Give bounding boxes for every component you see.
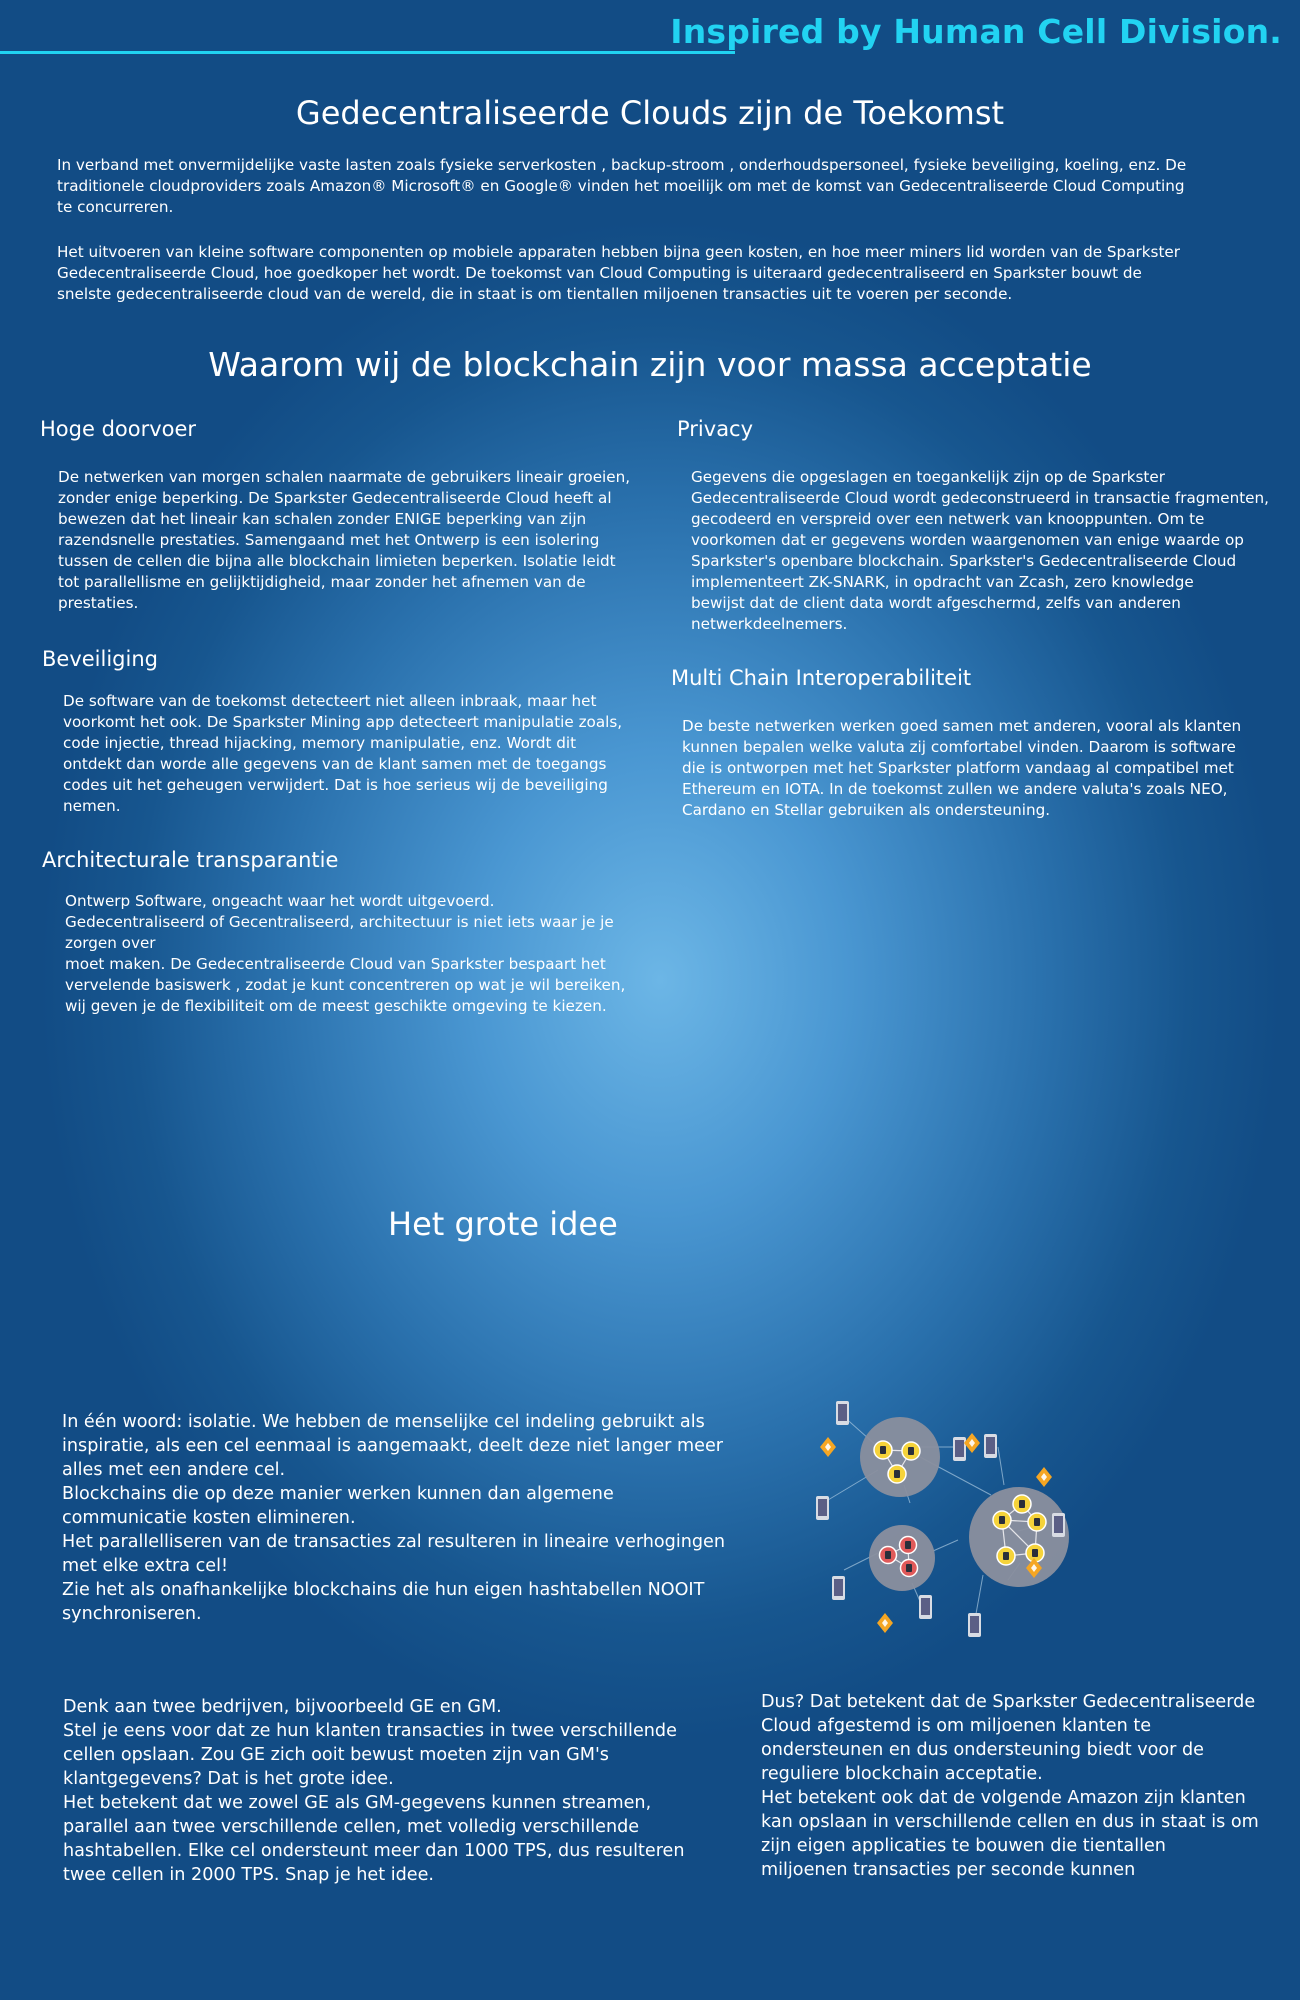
privacy-heading: Privacy <box>677 417 754 441</box>
clouds-paragraph-1: In verband met onvermijdelijke vaste lasten zoals fysieke serverkosten , backup-stroom , onderhoudspersoneel, fysieke beveiliging, koeling, enz. De traditionele cloudproviders zoals Amazon® Microsoft® en Google® vinden het moeilijk om met de komst van Gedecentraliseerde Cloud Computing te concurreren. <box>57 156 1187 216</box>
throughput-text: De netwerken van morgen schalen naarmate de gebruikers lineair groeien, zonder enige beperking. De Sparkster Gedecentraliseerde Cloud heeft al bewezen dat het lineair kan schalen zonder ENIGE beperking van zijn razendsnelle prestaties. Samengaand met het Ontwerp is een isolering tussen de cellen die bijna alle blockchain limieten beperken. Isolatie leidt tot parallellisme en gelijktijdigheid, maar zonder het afnemen van de prestaties. <box>58 468 631 612</box>
header-accent-line <box>0 51 735 54</box>
why-title: Waarom wij de blockchain zijn voor massa acceptatie <box>208 345 1092 384</box>
throughput-heading: Hoge doorvoer <box>40 417 197 441</box>
tagline: Inspired by Human Cell Division. <box>670 12 1282 51</box>
interop-heading: Multi Chain Interoperabiliteit <box>671 666 972 690</box>
interop-text: De beste netwerken werken goed samen met anderen, vooral als klanten kunnen bepalen welke valuta zij comfortabel vinden. Daarom is software die is ontworpen met het Sparkster platform vandaag al compatibel met Ethereum en IOTA. In de toekomst zullen we andere valuta's zoals NEO, Cardano en Stellar gebruiken als ondersteuning. <box>682 717 1242 819</box>
clouds-paragraph-2: Het uitvoeren van kleine software componenten op mobiele apparaten hebben bijna geen kosten, en hoe meer miners lid worden van de Sparkster Gedecentraliseerde Cloud, hoe goedkoper het wordt. De toekomst van Cloud Computing is uiteraard gedecentraliseerd en Sparkster bouwt de snelste gedecentraliseerde cloud van de wereld, die in staat is om tientallen miljoenen transacties uit te voeren per seconde. <box>57 243 1180 303</box>
cell-left <box>869 1525 935 1591</box>
idea-intro: In één woord: isolatie. We hebben de menselijke cel indeling gebruikt als inspiratie, als een cel eenmaal is aangemaakt, deelt deze niet langer meer alles met een andere cel. Blockchains die op deze manier werken kunnen dan algemene communicatie kosten elimineren. Het parallelliseren van de transacties zal resulteren in lineaire verhogingen met elke extra cel! Zie het als onafhankelijke blockchains die hun eigen hashtabellen NOOIT synchroniseren. <box>62 1412 726 1624</box>
cell-top <box>860 1417 940 1497</box>
cell-network-illustration <box>808 1395 1108 1657</box>
clouds-title: Gedecentraliseerde Clouds zijn de Toekomst <box>295 94 1005 132</box>
idea-example: Denk aan twee bedrijven, bijvoorbeeld GE en GM. Stel je eens voor dat ze hun klanten transacties in twee verschillende cellen opslaan. Zou GE zich ooit bewust moeten zijn van GM's klantgegevens? Dat is het grote idee. Het betekent dat we zowel GE als GM-gegevens kunnen streamen, parallel aan twee verschillende cellen, met volledig verschillende hashtabellen. Elke cel ondersteunt meer dan 1000 TPS, dus resulteren twee cellen in 2000 TPS. Snap je het idee. <box>63 1697 685 1885</box>
idea-conclusion: Dus? Dat betekent dat de Sparkster Gedecentraliseerde Cloud afgestemd is om miljoenen klanten te ondersteunen en dus ondersteuning biedt voor de reguliere blockchain acceptatie. Het betekent ook dat de volgende Amazon zijn klanten kan opslaan in verschillende cellen en dus in staat is om zijn eigen applicaties te bouwen die tientallen miljoenen transacties per seconde kunnen <box>761 1692 1259 1880</box>
security-heading: Beveiliging <box>42 647 158 671</box>
privacy-text: Gegevens die opgeslagen en toegankelijk zijn op de Sparkster Gedecentraliseerde Cloud wordt gedeconstrueerd in transactie fragmenten, gecodeerd en verspreid over een netwerk van knooppunten. Om te voorkomen dat er gegevens worden waargenomen van enige waarde op Sparkster's openbare blockchain. Sparkster's Gedecentraliseerde Cloud implementeert ZK-SNARK, in opdracht van Zcash, zero knowledge bewijst dat de client data wordt afgeschermd, zelfs van anderen netwerkdeelnemers. <box>691 468 1269 633</box>
transparency-heading: Architecturale transparantie <box>42 848 339 872</box>
transparency-text: Ontwerp Software, ongeacht waar het wordt uitgevoerd. Gedecentraliseerd of Gecentraliseerd, architectuur is niet iets waar je je zorgen over moet maken. De Gedecentraliseerde Cloud van Sparkster bespaart het vervelende basiswerk , zodat je kunt concentreren op wat je wil bereiken, wij geven je de flexibiliteit om de meest geschikte omgeving te kiezen. <box>65 892 626 1015</box>
idea-title: Het grote idee <box>388 1205 618 1243</box>
security-text: De software van de toekomst detecteert niet alleen inbraak, maar het voorkomt het ook. De Sparkster Mining app detecteert manipulatie zoals, code injectie, thread hijacking, memory manipulatie, enz. Wordt dit ontdekt dan worde alle gegevens van de klant samen met de toegangs codes uit het geheugen verwijdert. Dat is hoe serieus wij de beveiliging nemen. <box>63 692 623 815</box>
